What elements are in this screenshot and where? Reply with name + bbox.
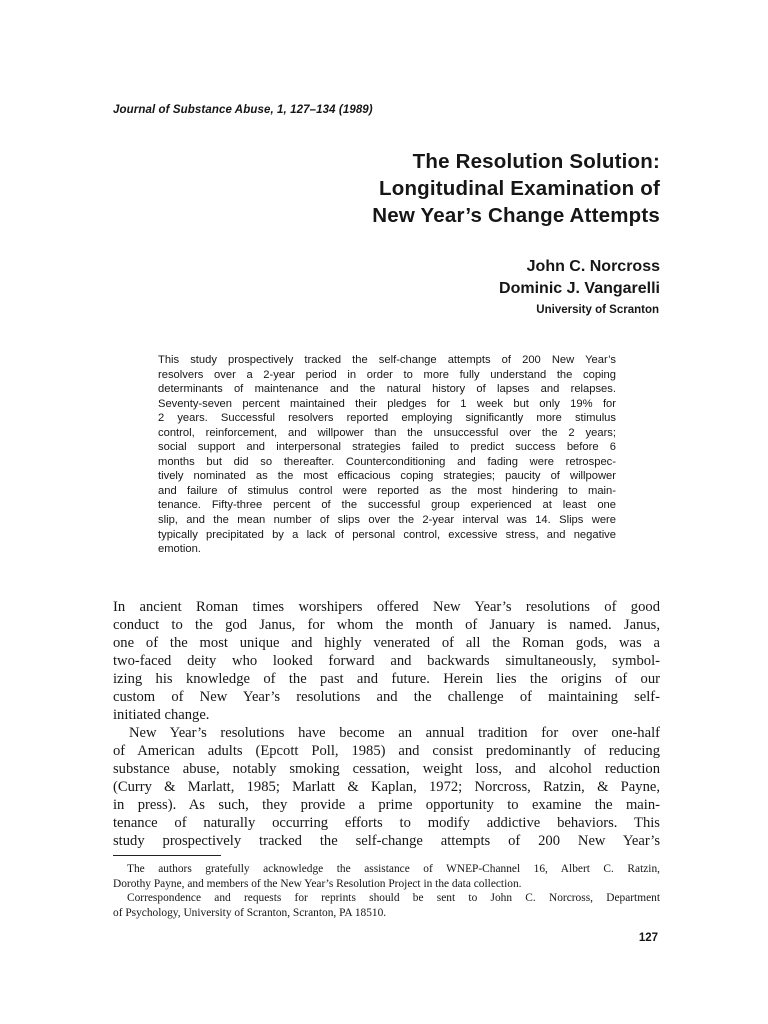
- title-line: The Resolution Solution:: [412, 150, 660, 173]
- footnote: [113, 891, 660, 920]
- footnote-line: Dorothy Payne, and members of the New Year’s Resolution Project in the data collection.: [113, 877, 522, 890]
- body-paragraph: [113, 724, 660, 850]
- body-line: tenance of naturally occurring efforts to modify addictive behaviors. This: [113, 815, 660, 831]
- abstract-line: and failure of stimulus control were reported as the most hindering to main-: [158, 484, 616, 497]
- body-line: conduct to the god Janus, for whom the month of January is named. Janus,: [113, 617, 660, 633]
- abstract: [158, 353, 616, 557]
- abstract-line: slip, and the mean number of slips over the 2-year interval was 14. Slips were: [158, 514, 616, 527]
- abstract-line: determinants of maintenance and the natural history of lapses and relapses.: [158, 383, 616, 396]
- body-line: substance abuse, notably smoking cessation, weight loss, and alcohol reduction: [113, 761, 660, 777]
- abstract-line: emotion.: [158, 543, 201, 556]
- body-line: two-faced deity who looked forward and backwards simultaneously, symbol-: [113, 653, 660, 669]
- body-line: of American adults (Epcott Poll, 1985) and consist predominantly of reducing: [113, 743, 660, 759]
- footnotes: [113, 862, 660, 920]
- abstract-line: typically precipitated by a lack of personal control, excessive stress, and negative: [158, 528, 616, 541]
- article-title: [200, 148, 660, 229]
- abstract-line: Seventy-seven percent maintained their pledges for 1 week but only 19% for: [158, 397, 616, 410]
- author-name: Dominic J. Vangarelli: [499, 280, 660, 297]
- page-number: 127: [638, 932, 658, 944]
- title-line: New Year’s Change Attempts: [372, 204, 660, 227]
- footnote-line: of Psychology, University of Scranton, Scranton, PA 18510.: [113, 906, 387, 919]
- body-paragraph: [113, 598, 660, 724]
- footnote-line: Correspondence and requests for reprints should be sent to John C. Norcross, Department: [127, 892, 660, 905]
- journal-citation: Journal of Substance Abuse, 1, 127–134 (1989): [113, 104, 373, 116]
- body-line: In ancient Roman times worshipers offered New Year’s resolutions of good: [113, 599, 660, 615]
- abstract-line: This study prospectively tracked the self-change attempts of 200 New Year’s: [158, 354, 616, 366]
- body-line: New Year’s resolutions have become an annual tradition for over one-half: [129, 725, 660, 741]
- abstract-line: 2 years. Successful resolvers reported employing significantly more stimulus: [158, 412, 616, 425]
- article-body: [113, 598, 660, 850]
- body-line: (Curry & Marlatt, 1985; Marlatt & Kaplan, 1972; Norcross, Ratzin, & Payne,: [113, 779, 660, 795]
- body-line: initiated change.: [113, 707, 210, 723]
- abstract-line: tenance. Fifty-three percent of the successful group experienced at least one: [158, 499, 616, 512]
- abstract-line: tively nominated as the most efficacious coping strategies; paucity of willpower: [158, 470, 616, 483]
- body-line: in press). As such, they provide a prime opportunity to examine the main-: [113, 797, 660, 813]
- body-line: one of the most unique and highly venerated of all the Roman gods, was a: [113, 635, 660, 651]
- abstract-line: months but did so thereafter. Counterconditioning and fading were retrospec-: [158, 455, 616, 468]
- abstract-line: social support and interpersonal strategies failed to predict success before 6: [158, 441, 616, 454]
- body-line: izing his knowledge of the past and future. Herein lies the origins of our: [113, 671, 660, 687]
- footnote-divider: [113, 855, 221, 856]
- author-list: [260, 256, 660, 300]
- footnote: [113, 862, 660, 891]
- author-name: John C. Norcross: [526, 258, 660, 275]
- footnote-line: The authors gratefully acknowledge the assistance of WNEP-Channel 16, Albert C. Ratzin,: [127, 863, 660, 875]
- abstract-line: control, reinforcement, and willpower than the unsuccessful over the 2 years;: [158, 426, 616, 439]
- body-line: study prospectively tracked the self-change attempts of 200 New Year’s: [113, 833, 660, 849]
- author-affiliation: University of Scranton: [536, 304, 659, 316]
- title-line: Longitudinal Examination of: [379, 177, 660, 200]
- abstract-line: resolvers over a 2-year period in order to more fully understand the coping: [158, 368, 616, 381]
- body-line: custom of New Year’s resolutions and the challenge of maintaining self-: [113, 689, 660, 705]
